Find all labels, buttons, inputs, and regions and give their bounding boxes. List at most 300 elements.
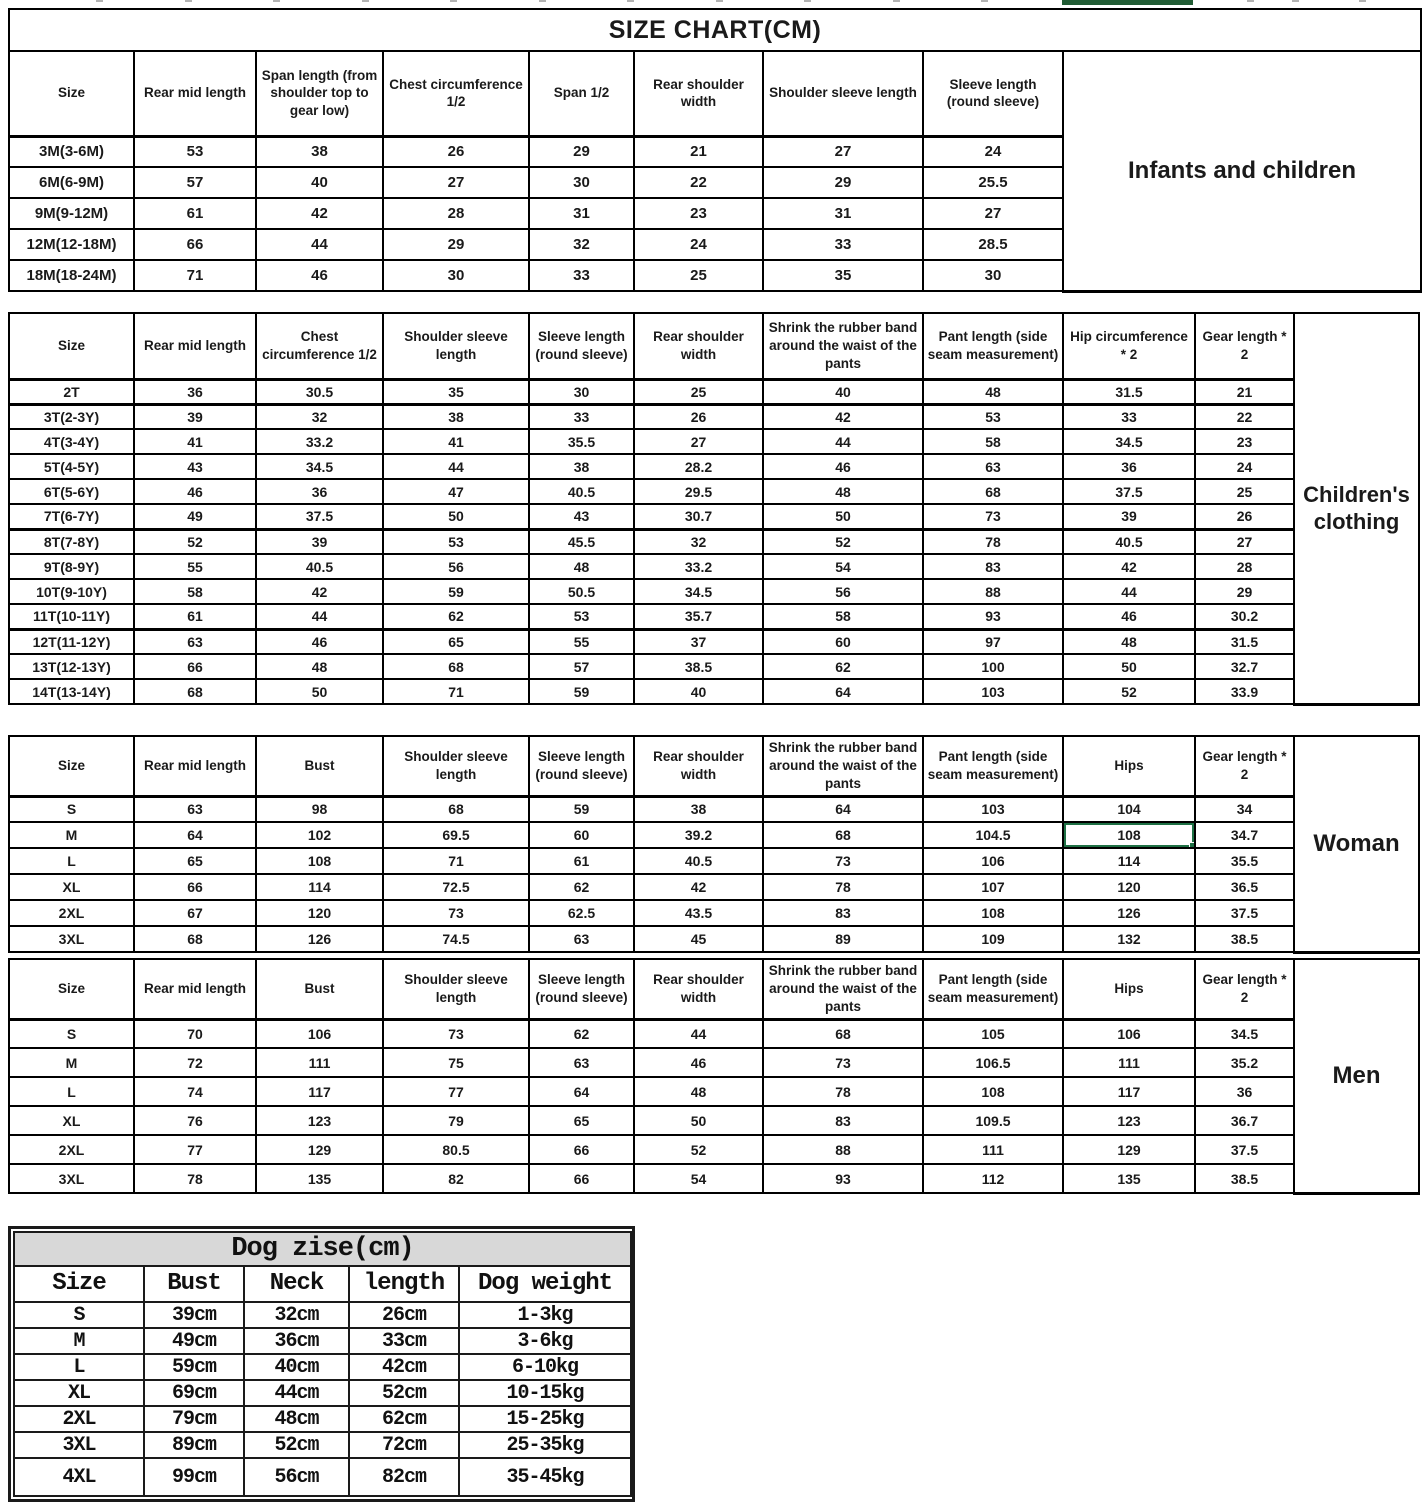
value-cell: 44 — [256, 604, 383, 629]
value-cell: 58 — [923, 429, 1063, 454]
grid-tick — [185, 0, 192, 2]
column-header: Rear mid length — [134, 959, 256, 1019]
value-cell: 97 — [923, 629, 1063, 654]
value-cell: 59 — [383, 579, 529, 604]
value-cell: 30 — [529, 379, 634, 404]
value-cell: 98 — [256, 796, 383, 822]
value-cell: 126 — [1063, 900, 1195, 926]
value-cell: 31.5 — [1195, 629, 1294, 654]
value-cell: 27 — [383, 167, 529, 198]
column-header: length — [349, 1266, 459, 1302]
column-header: Bust — [256, 736, 383, 796]
value-cell: 61 — [134, 198, 256, 229]
value-cell: 32.7 — [1195, 654, 1294, 679]
value-cell: 36 — [134, 379, 256, 404]
value-cell: 29 — [763, 167, 923, 198]
column-header: Shoulder sleeve length — [383, 959, 529, 1019]
value-cell: 105 — [923, 1019, 1063, 1048]
value-cell: 54 — [634, 1164, 763, 1193]
value-cell: 117 — [1063, 1077, 1195, 1106]
value-cell: 46 — [134, 479, 256, 504]
dog-size-table — [13, 1231, 632, 1497]
value-cell: 42 — [763, 404, 923, 429]
value-cell: 55 — [134, 554, 256, 579]
value-cell: 37.5 — [1063, 479, 1195, 504]
value-cell: 59cm — [144, 1354, 244, 1380]
value-cell: 42 — [1063, 554, 1195, 579]
value-cell: 88 — [923, 579, 1063, 604]
value-cell: 35.5 — [529, 429, 634, 454]
row-label: S — [9, 1019, 134, 1048]
column-header: Size — [9, 313, 134, 379]
column-header: Pant length (side seam measurement) — [923, 959, 1063, 1019]
column-header: Pant length (side seam measurement) — [923, 736, 1063, 796]
row-label: 18M(18-24M) — [9, 260, 134, 291]
value-cell: 50 — [256, 679, 383, 704]
grid-tick — [716, 0, 723, 2]
value-cell: 71 — [134, 260, 256, 291]
value-cell: 26 — [634, 404, 763, 429]
value-cell: 103 — [923, 679, 1063, 704]
value-cell: 52 — [134, 529, 256, 554]
row-label: 10T(9-10Y) — [9, 579, 134, 604]
column-header: Shrink the rubber band around the waist of the pants — [763, 959, 923, 1019]
value-cell: 29 — [529, 136, 634, 167]
value-cell: 39cm — [144, 1302, 244, 1328]
value-cell: 15-25kg — [459, 1406, 631, 1432]
value-cell: 61 — [529, 848, 634, 874]
value-cell: 30 — [529, 167, 634, 198]
column-header: Bust — [144, 1266, 244, 1302]
value-cell: 44 — [383, 454, 529, 479]
value-cell: 40.5 — [634, 848, 763, 874]
value-cell: 104.5 — [923, 822, 1063, 848]
value-cell: 40 — [763, 379, 923, 404]
value-cell: 54 — [763, 554, 923, 579]
value-cell: 40.5 — [256, 554, 383, 579]
column-header: Rear shoulder width — [634, 959, 763, 1019]
value-cell: 52 — [763, 529, 923, 554]
row-label: M — [9, 822, 134, 848]
value-cell: 37 — [634, 629, 763, 654]
column-header: Rear mid length — [134, 51, 256, 136]
column-header: Size — [9, 736, 134, 796]
row-label: 5T(4-5Y) — [9, 454, 134, 479]
value-cell: 32cm — [244, 1302, 349, 1328]
value-cell: 67 — [134, 900, 256, 926]
value-cell: 33.9 — [1195, 679, 1294, 704]
column-header: Hips — [1063, 736, 1195, 796]
grid-tick — [1247, 0, 1254, 2]
column-header: Gear length * 2 — [1195, 313, 1294, 379]
value-cell: 70 — [134, 1019, 256, 1048]
grid-tick — [1292, 0, 1299, 2]
value-cell: 27 — [1195, 529, 1294, 554]
value-cell: 102 — [256, 822, 383, 848]
value-cell: 56 — [383, 554, 529, 579]
row-label: 3XL — [9, 926, 134, 952]
value-cell: 37.5 — [1195, 1135, 1294, 1164]
value-cell: 61 — [134, 604, 256, 629]
value-cell: 77 — [134, 1135, 256, 1164]
value-cell: 27 — [634, 429, 763, 454]
value-cell: 38 — [256, 136, 383, 167]
value-cell: 78 — [763, 1077, 923, 1106]
row-label: 13T(12-13Y) — [9, 654, 134, 679]
row-label: 6T(5-6Y) — [9, 479, 134, 504]
value-cell: 103 — [923, 796, 1063, 822]
value-cell: 63 — [134, 629, 256, 654]
value-cell: 44cm — [244, 1380, 349, 1406]
value-cell: 37.5 — [256, 504, 383, 529]
value-cell: 78 — [134, 1164, 256, 1193]
value-cell: 39 — [134, 404, 256, 429]
value-cell: 108 — [923, 900, 1063, 926]
column-header: Shrink the rubber band around the waist of the pants — [763, 313, 923, 379]
value-cell: 50 — [383, 504, 529, 529]
value-cell: 58 — [763, 604, 923, 629]
row-label: S — [14, 1302, 144, 1328]
value-cell: 40cm — [244, 1354, 349, 1380]
value-cell: 83 — [763, 900, 923, 926]
row-label: 3T(2-3Y) — [9, 404, 134, 429]
row-label: 14T(13-14Y) — [9, 679, 134, 704]
value-cell: 120 — [256, 900, 383, 926]
value-cell: 25 — [634, 260, 763, 291]
value-cell: 6-10kg — [459, 1354, 631, 1380]
column-header: Rear mid length — [134, 313, 256, 379]
value-cell: 60 — [529, 822, 634, 848]
value-cell: 65 — [383, 629, 529, 654]
value-cell: 43 — [529, 504, 634, 529]
value-cell: 28.5 — [923, 229, 1063, 260]
value-cell: 93 — [923, 604, 1063, 629]
value-cell: 79 — [383, 1106, 529, 1135]
dog-size-table-frame — [8, 1226, 635, 1502]
row-label: 7T(6-7Y) — [9, 504, 134, 529]
value-cell: 78 — [923, 529, 1063, 554]
value-cell: 62 — [529, 1019, 634, 1048]
value-cell: 56 — [763, 579, 923, 604]
value-cell: 33 — [529, 260, 634, 291]
value-cell: 24 — [634, 229, 763, 260]
value-cell: 33.2 — [634, 554, 763, 579]
row-label: 12T(11-12Y) — [9, 629, 134, 654]
column-header: Rear shoulder width — [634, 51, 763, 136]
value-cell: 28 — [383, 198, 529, 229]
column-header: Hip circumference * 2 — [1063, 313, 1195, 379]
value-cell: 55 — [529, 629, 634, 654]
value-cell: 35 — [383, 379, 529, 404]
value-cell: 39 — [1063, 504, 1195, 529]
value-cell: 47 — [383, 479, 529, 504]
value-cell: 53 — [134, 136, 256, 167]
table-title: Dog zise(cm) — [14, 1232, 631, 1266]
value-cell: 26 — [1195, 504, 1294, 529]
value-cell: 36.7 — [1195, 1106, 1294, 1135]
value-cell: 35.7 — [634, 604, 763, 629]
value-cell: 40 — [634, 679, 763, 704]
value-cell: 44 — [256, 229, 383, 260]
value-cell: 29 — [383, 229, 529, 260]
column-header: Chest circumference 1/2 — [383, 51, 529, 136]
value-cell: 40.5 — [1063, 529, 1195, 554]
value-cell: 111 — [923, 1135, 1063, 1164]
value-cell: 31 — [763, 198, 923, 229]
value-cell: 28.2 — [634, 454, 763, 479]
value-cell: 27 — [923, 198, 1063, 229]
value-cell: 33 — [529, 404, 634, 429]
value-cell: 32 — [529, 229, 634, 260]
value-cell: 106.5 — [923, 1048, 1063, 1077]
column-header: Dog weight — [459, 1266, 631, 1302]
value-cell: 34 — [1195, 796, 1294, 822]
value-cell: 25.5 — [923, 167, 1063, 198]
value-cell: 135 — [256, 1164, 383, 1193]
value-cell: 78 — [763, 874, 923, 900]
value-cell: 30.5 — [256, 379, 383, 404]
value-cell: 66 — [134, 229, 256, 260]
value-cell: 68 — [763, 1019, 923, 1048]
row-label: S — [9, 796, 134, 822]
value-cell: 69cm — [144, 1380, 244, 1406]
value-cell: 132 — [1063, 926, 1195, 952]
column-header: Chest circumference 1/2 — [256, 313, 383, 379]
value-cell: 72.5 — [383, 874, 529, 900]
value-cell: 48 — [256, 654, 383, 679]
value-cell: 32 — [256, 404, 383, 429]
grid-tick — [96, 0, 103, 2]
value-cell: 68 — [134, 926, 256, 952]
value-cell: 69.5 — [383, 822, 529, 848]
row-label: 2XL — [14, 1406, 144, 1432]
value-cell: 42 — [256, 198, 383, 229]
value-cell: 129 — [1063, 1135, 1195, 1164]
value-cell: 44 — [1063, 579, 1195, 604]
column-header: Rear mid length — [134, 736, 256, 796]
column-header: Rear shoulder width — [634, 736, 763, 796]
value-cell: 38.5 — [634, 654, 763, 679]
value-cell: 34.7 — [1195, 822, 1294, 848]
row-label: 3M(3-6M) — [9, 136, 134, 167]
value-cell: 24 — [923, 136, 1063, 167]
value-cell: 35.5 — [1195, 848, 1294, 874]
value-cell: 57 — [529, 654, 634, 679]
value-cell: 35.2 — [1195, 1048, 1294, 1077]
value-cell: 45.5 — [529, 529, 634, 554]
value-cell: 45 — [634, 926, 763, 952]
value-cell: 33.2 — [256, 429, 383, 454]
value-cell: 114 — [256, 874, 383, 900]
row-label: 8T(7-8Y) — [9, 529, 134, 554]
value-cell: 112 — [923, 1164, 1063, 1193]
value-cell: 46 — [256, 260, 383, 291]
side-label-woman: Woman — [1294, 736, 1419, 952]
value-cell: 53 — [923, 404, 1063, 429]
grid-tick — [450, 0, 457, 2]
value-cell: 50 — [763, 504, 923, 529]
value-cell: 44 — [634, 1019, 763, 1048]
column-header: Neck — [244, 1266, 349, 1302]
value-cell: 108 — [256, 848, 383, 874]
column-header: Shoulder sleeve length — [383, 736, 529, 796]
value-cell: 58 — [134, 579, 256, 604]
value-cell: 83 — [923, 554, 1063, 579]
row-label: 3XL — [14, 1432, 144, 1458]
value-cell: 22 — [1195, 404, 1294, 429]
value-cell: 75 — [383, 1048, 529, 1077]
row-label: 9M(9-12M) — [9, 198, 134, 229]
value-cell: 34.5 — [1195, 1019, 1294, 1048]
value-cell: 46 — [634, 1048, 763, 1077]
value-cell: 36 — [1063, 454, 1195, 479]
value-cell: 34.5 — [634, 579, 763, 604]
value-cell: 111 — [256, 1048, 383, 1077]
row-label: XL — [9, 1106, 134, 1135]
row-label: 4T(3-4Y) — [9, 429, 134, 454]
column-header: Gear length * 2 — [1195, 959, 1294, 1019]
row-label: 6M(6-9M) — [9, 167, 134, 198]
value-cell: 34.5 — [1063, 429, 1195, 454]
column-header: Sleeve length (round sleeve) — [529, 959, 634, 1019]
column-header: Gear length * 2 — [1195, 736, 1294, 796]
value-cell: 129 — [256, 1135, 383, 1164]
grid-tick — [627, 0, 634, 2]
value-cell: 59 — [529, 679, 634, 704]
value-cell: 126 — [256, 926, 383, 952]
value-cell: 63 — [923, 454, 1063, 479]
value-cell: 40 — [256, 167, 383, 198]
value-cell: 52cm — [244, 1432, 349, 1458]
value-cell: 107 — [923, 874, 1063, 900]
row-label: 2XL — [9, 900, 134, 926]
table-title: SIZE CHART(CM) — [9, 9, 1421, 51]
row-label: 4XL — [14, 1458, 144, 1496]
value-cell: 82 — [383, 1164, 529, 1193]
value-cell: 53 — [383, 529, 529, 554]
row-label: 2XL — [9, 1135, 134, 1164]
value-cell: 76 — [134, 1106, 256, 1135]
column-header: Size — [9, 959, 134, 1019]
value-cell: 59 — [529, 796, 634, 822]
row-label: 3XL — [9, 1164, 134, 1193]
value-cell: 65 — [529, 1106, 634, 1135]
selection-highlight-bar — [1062, 0, 1193, 5]
men-size-table — [8, 958, 1420, 1195]
value-cell: 100 — [923, 654, 1063, 679]
value-cell: 120 — [1063, 874, 1195, 900]
value-cell: 33cm — [349, 1328, 459, 1354]
value-cell: 50 — [1063, 654, 1195, 679]
column-header: Hips — [1063, 959, 1195, 1019]
value-cell: 62 — [529, 874, 634, 900]
value-cell: 25 — [634, 379, 763, 404]
value-cell: 38.5 — [1195, 926, 1294, 952]
value-cell: 66 — [134, 874, 256, 900]
value-cell: 28 — [1195, 554, 1294, 579]
value-cell: 48cm — [244, 1406, 349, 1432]
column-header: Shrink the rubber band around the waist of the pants — [763, 736, 923, 796]
value-cell: 48 — [634, 1077, 763, 1106]
value-cell: 36 — [1195, 1077, 1294, 1106]
value-cell: 29.5 — [634, 479, 763, 504]
value-cell: 46 — [1063, 604, 1195, 629]
value-cell: 64 — [763, 796, 923, 822]
value-cell: 52cm — [349, 1380, 459, 1406]
row-label: XL — [9, 874, 134, 900]
value-cell: 31.5 — [1063, 379, 1195, 404]
column-header: Shoulder sleeve length — [763, 51, 923, 136]
value-cell: 50 — [634, 1106, 763, 1135]
grid-tick — [539, 0, 546, 2]
value-cell: 3-6kg — [459, 1328, 631, 1354]
column-header: Rear shoulder width — [634, 313, 763, 379]
value-cell: 114 — [1063, 848, 1195, 874]
value-cell: 52 — [1063, 679, 1195, 704]
value-cell: 99cm — [144, 1458, 244, 1496]
value-cell: 106 — [923, 848, 1063, 874]
value-cell: 32 — [634, 529, 763, 554]
value-cell: 27 — [763, 136, 923, 167]
value-cell: 77 — [383, 1077, 529, 1106]
selected-cell[interactable]: 108 — [1063, 822, 1195, 848]
value-cell: 48 — [529, 554, 634, 579]
value-cell: 108 — [923, 1077, 1063, 1106]
row-label: 2T — [9, 379, 134, 404]
value-cell: 24 — [1195, 454, 1294, 479]
value-cell: 38 — [383, 404, 529, 429]
value-cell: 33 — [1063, 404, 1195, 429]
infants-size-table — [8, 8, 1422, 293]
value-cell: 135 — [1063, 1164, 1195, 1193]
grid-tick — [1359, 0, 1366, 2]
column-header: Sleeve length (round sleeve) — [529, 736, 634, 796]
value-cell: 26 — [383, 136, 529, 167]
column-header: Size — [9, 51, 134, 136]
value-cell: 64 — [529, 1077, 634, 1106]
value-cell: 39.2 — [634, 822, 763, 848]
value-cell: 73 — [383, 900, 529, 926]
side-label-children: Children's clothing — [1294, 313, 1419, 704]
value-cell: 73 — [763, 848, 923, 874]
row-label: L — [9, 1077, 134, 1106]
column-header: Span length (from shoulder top to gear low) — [256, 51, 383, 136]
value-cell: 22 — [634, 167, 763, 198]
value-cell: 36cm — [244, 1328, 349, 1354]
value-cell: 10-15kg — [459, 1380, 631, 1406]
side-label-infants: Infants and children — [1063, 51, 1421, 291]
value-cell: 42 — [634, 874, 763, 900]
value-cell: 82cm — [349, 1458, 459, 1496]
value-cell: 30.7 — [634, 504, 763, 529]
value-cell: 68 — [763, 822, 923, 848]
value-cell: 73 — [763, 1048, 923, 1077]
column-header: Shoulder sleeve length — [383, 313, 529, 379]
value-cell: 48 — [923, 379, 1063, 404]
value-cell: 23 — [634, 198, 763, 229]
column-header: Span 1/2 — [529, 51, 634, 136]
value-cell: 123 — [256, 1106, 383, 1135]
value-cell: 29 — [1195, 579, 1294, 604]
column-header: Size — [14, 1266, 144, 1302]
value-cell: 63 — [134, 796, 256, 822]
value-cell: 41 — [383, 429, 529, 454]
value-cell: 40.5 — [529, 479, 634, 504]
value-cell: 30.2 — [1195, 604, 1294, 629]
woman-size-table — [8, 735, 1420, 954]
value-cell: 50.5 — [529, 579, 634, 604]
value-cell: 46 — [256, 629, 383, 654]
